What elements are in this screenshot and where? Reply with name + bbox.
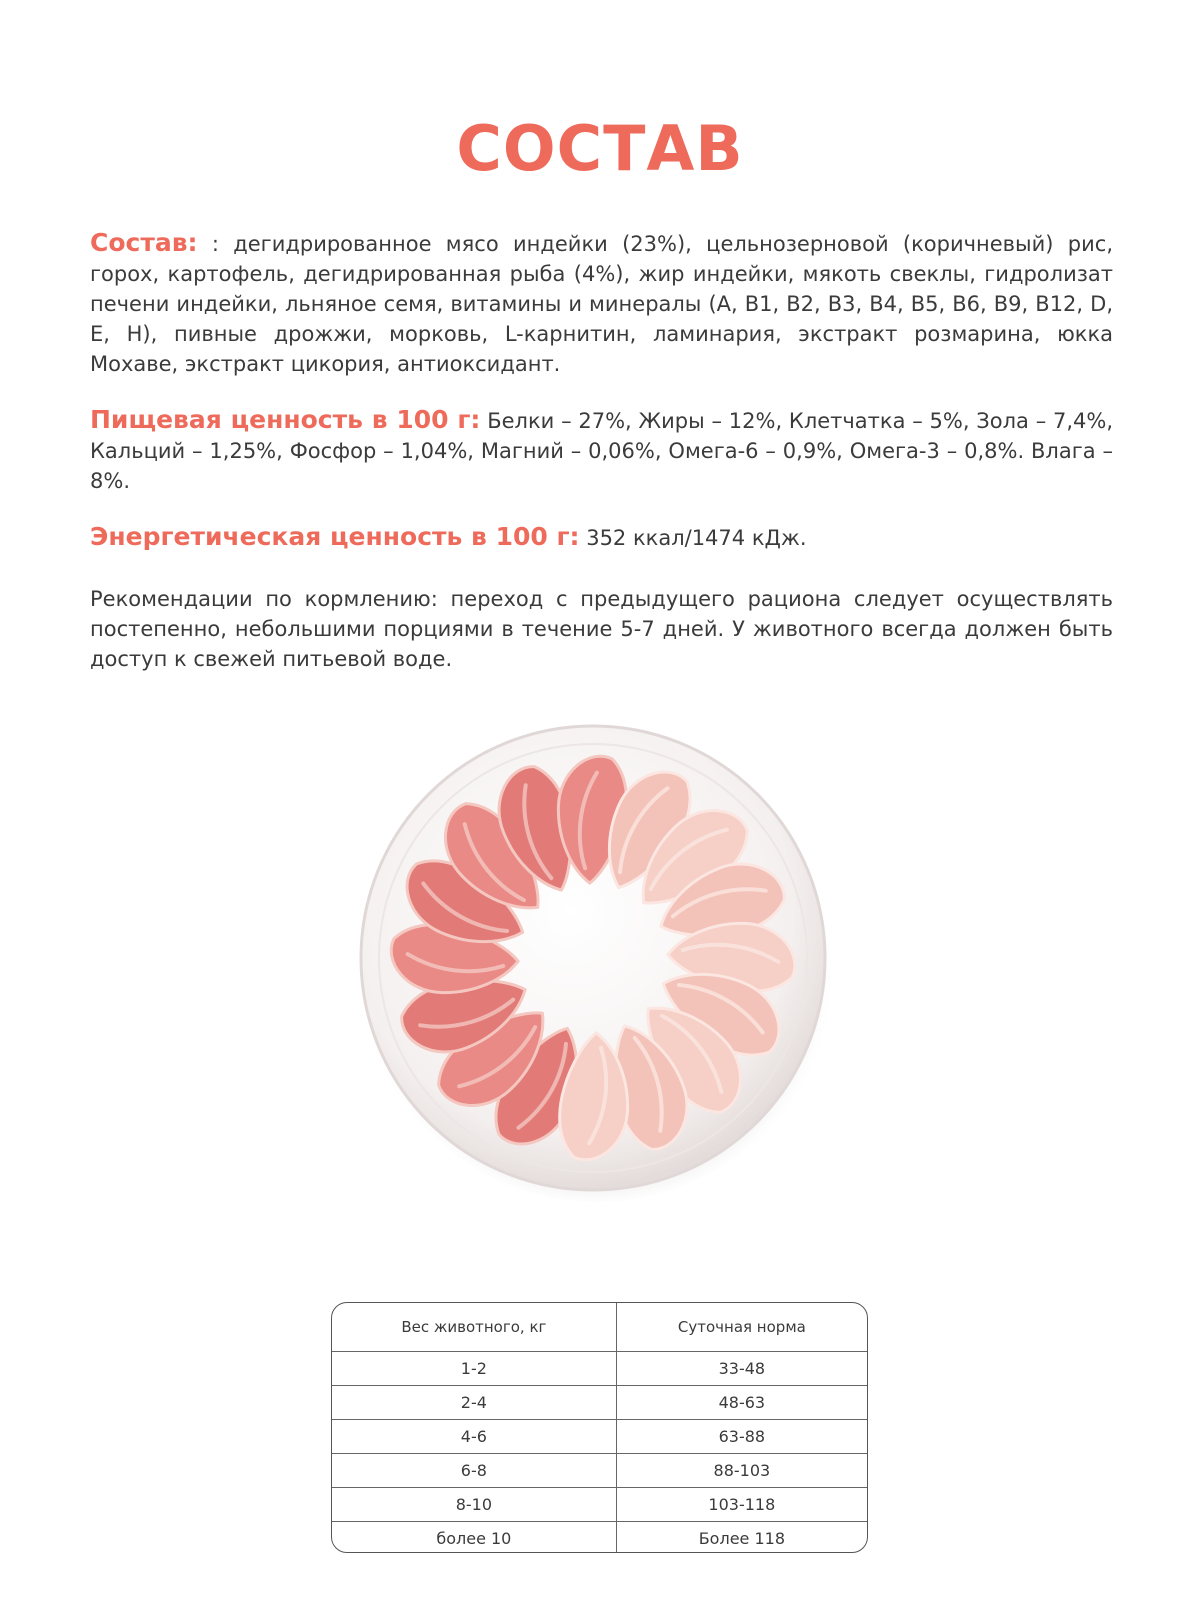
composition-text: : дегидрированное мясо индейки (23%), цельнозерновой (коричневый) рис, горох, картофель, дегидрированная рыба (4%), жир индейки, мякоть свеклы, гидролизат печени индейки, льняное семя, витамины и минералы (A, B1, B2, B3, B4, B5, B6, B9, B12, D, E, H), пивные дрожжи, морковь, L-карнитин, ламинария, экстракт розмарина, юкка Мохаве, экстракт цикория, антиоксидант. [90, 232, 1113, 376]
composition-label: Состав: [90, 228, 198, 257]
feeding-table-container [331, 1302, 868, 1553]
energy-text: 352 ккал/1474 кДж. [579, 526, 807, 550]
feeding-paragraph: Рекомендации по кормлению: переход с предыдущего рациона следует осуществлять постепенно, небольшими порциями в течение 5-7 дней. У животного всегда должен быть доступ к свежей питьевой воде. [90, 587, 1113, 671]
table-row [332, 1454, 867, 1488]
table-header-row [332, 1303, 867, 1352]
energy-paragraph [90, 522, 1113, 553]
nutrition-paragraph [90, 405, 1113, 496]
table-row [332, 1352, 867, 1386]
weight-cell: 6-8 [332, 1454, 616, 1488]
weight-cell: 4-6 [332, 1420, 616, 1454]
daily-norm-cell: 48-63 [616, 1386, 867, 1420]
daily-norm-cell: 103-118 [616, 1488, 867, 1522]
plate-illustration [353, 718, 837, 1202]
weight-cell: более 10 [332, 1522, 616, 1554]
energy-label: Энергетическая ценность в 100 г: [90, 522, 580, 551]
composition-paragraph [90, 228, 1113, 379]
table-row [332, 1420, 867, 1454]
nutrition-label: Пищевая ценность в 100 г: [90, 405, 481, 434]
daily-norm-cell: Более 118 [698, 1529, 786, 1548]
nutrition-text: Белки – 27%, Жиры – 12%, Клетчатка – 5%, Зола – 7,4%, Кальций – 1,25%, Фосфор – 1,04%, Магний – 0,06%, Омега-6 – 0,9%, Омега-3 – 0,8%. Влага – 8%. [90, 409, 1114, 493]
weight-column-header: Вес животного, кг [332, 1303, 616, 1352]
table-row [332, 1522, 867, 1554]
weight-cell: 8-10 [332, 1488, 616, 1522]
weight-cell: 2-4 [332, 1386, 616, 1420]
daily-norm-cell: 88-103 [616, 1454, 867, 1488]
table-row [332, 1488, 867, 1522]
daily-norm-column-header: Суточная норма [616, 1303, 867, 1352]
feeding-table [332, 1303, 867, 1553]
weight-cell: 1-2 [332, 1352, 616, 1386]
daily-norm-cell: 33-48 [616, 1352, 867, 1386]
daily-norm-cell: 63-88 [616, 1420, 867, 1454]
meat-plate-image [353, 718, 837, 1202]
page-title: СОСТАВ [456, 112, 744, 185]
table-row [332, 1386, 867, 1420]
